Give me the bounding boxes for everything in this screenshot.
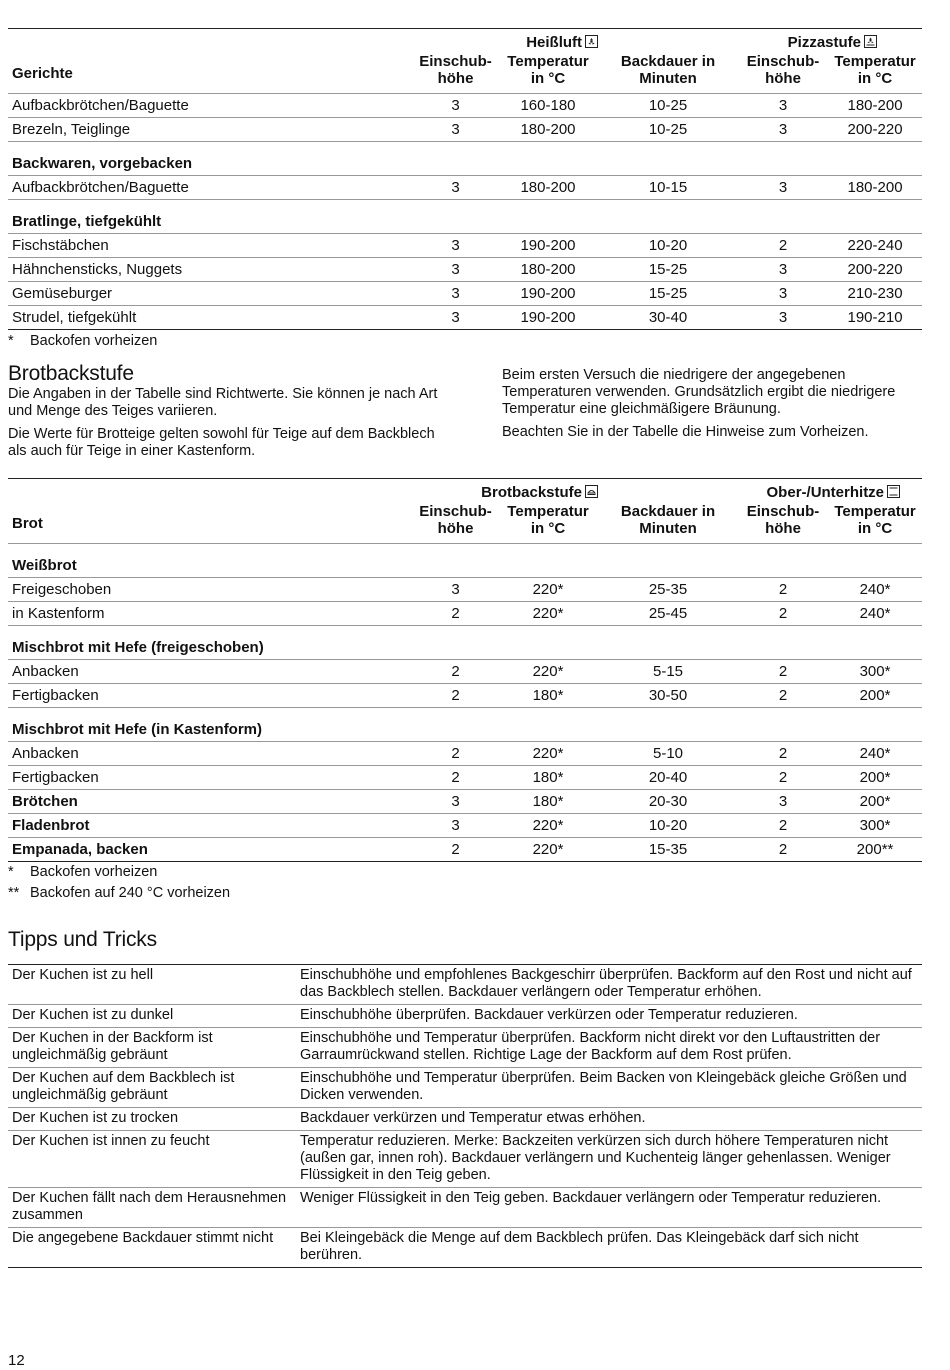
page bbox=[8, 28, 922, 1268]
table-cell: 210-230 bbox=[847, 285, 903, 302]
table-cell: 10-25 bbox=[648, 121, 688, 138]
table-cell: 2 bbox=[451, 663, 460, 680]
table-cell: 15-25 bbox=[648, 261, 688, 278]
group-brotbackstufe: Brotbackstufe bbox=[413, 479, 598, 504]
table-row bbox=[8, 790, 922, 814]
table-cell: 3 bbox=[451, 237, 460, 254]
bread-mode-icon bbox=[585, 485, 598, 498]
table-cell: 190-200 bbox=[520, 309, 576, 326]
table-cell: 220* bbox=[532, 663, 564, 680]
table-row bbox=[8, 766, 922, 790]
row-label: Aufbackbrötchen/Baguette bbox=[12, 179, 189, 196]
group-heissluft: Heißluft bbox=[413, 29, 598, 54]
row-label: Brezeln, Teiglinge bbox=[12, 121, 131, 138]
table-cell: 3 bbox=[778, 97, 788, 114]
table-cell: 180-200 bbox=[520, 121, 576, 138]
tip-problem: Der Kuchen ist zu trocken bbox=[8, 1108, 296, 1131]
footnote: ** Backofen auf 240 °C vorheizen bbox=[8, 885, 231, 901]
tip-solution: Temperatur reduzieren. Merke: Backzeiten verkürzen sich durch höhere Temperaturen nicht (außen gar, innen roh). Backdauer verlängern und Kuchenteig länger gehenlassen. Weniger Flüssigkeit in den Teig geben. bbox=[296, 1131, 922, 1188]
table-cell: 200* bbox=[859, 793, 891, 810]
table-cell: 3 bbox=[778, 121, 788, 138]
table-cell: 15-35 bbox=[648, 841, 688, 858]
table-cell: 15-25 bbox=[648, 285, 688, 302]
paragraph: Die Angaben in der Tabelle sind Richtwerte. Sie können je nach Art und Menge des Teiges variieren. bbox=[8, 386, 438, 419]
tip-problem: Der Kuchen fällt nach dem Herausnehmen zusammen bbox=[8, 1188, 296, 1228]
col-temp: Temperatur in °C bbox=[507, 53, 589, 87]
tip-row bbox=[8, 1005, 922, 1028]
table-cell: 25-45 bbox=[648, 605, 688, 622]
tip-solution: Einschubhöhe überprüfen. Backdauer verkürzen oder Temperatur reduzieren. bbox=[296, 1005, 922, 1028]
table-cell: 10-20 bbox=[648, 817, 688, 834]
row-label: Fladenbrot bbox=[12, 817, 90, 834]
paragraph: Beachten Sie in der Tabelle die Hinweise zum Vorheizen. bbox=[502, 424, 869, 440]
tip-problem: Der Kuchen auf dem Backblech ist ungleichmäßig gebräunt bbox=[8, 1068, 296, 1108]
col-time: Backdauer in Minuten bbox=[620, 503, 716, 537]
table-cell: 2 bbox=[451, 605, 460, 622]
table-cell: 2 bbox=[778, 687, 788, 704]
table-cell: 3 bbox=[451, 261, 460, 278]
tip-row bbox=[8, 1188, 922, 1228]
table-cell: 220-240 bbox=[847, 237, 903, 254]
table-cell: 30-50 bbox=[648, 687, 688, 704]
col-temp: Temperatur in °C bbox=[507, 503, 589, 537]
table-cell: 2 bbox=[451, 687, 460, 704]
table-brot bbox=[8, 478, 922, 862]
table-cell: 3 bbox=[778, 261, 788, 278]
table-cell: 300* bbox=[859, 817, 891, 834]
table-cell: 3 bbox=[451, 285, 460, 302]
table-cell: 3 bbox=[451, 793, 460, 810]
table-cell: 2 bbox=[778, 745, 788, 762]
table-row bbox=[8, 602, 922, 626]
table-cell: 3 bbox=[778, 179, 788, 196]
table-cell: 2 bbox=[778, 817, 788, 834]
row-label: Anbacken bbox=[12, 745, 79, 762]
table-cell: 3 bbox=[778, 793, 788, 810]
table-cell: 20-40 bbox=[648, 769, 688, 786]
table-cell: 180-200 bbox=[520, 261, 576, 278]
table-cell: 2 bbox=[778, 841, 788, 858]
table-row bbox=[8, 118, 922, 142]
col-dish: Gerichte bbox=[12, 64, 73, 82]
col-bread: Brot bbox=[12, 514, 43, 532]
table-cell: 2 bbox=[451, 841, 460, 858]
row-label: Aufbackbrötchen/Baguette bbox=[12, 97, 189, 114]
group-ober-unterhitze: Ober-/Unterhitze bbox=[738, 479, 922, 504]
footnote: * Backofen vorheizen bbox=[8, 333, 158, 349]
table-cell: 180* bbox=[532, 793, 564, 810]
table-cell: 3 bbox=[778, 285, 788, 302]
table-cell: 190-200 bbox=[520, 237, 576, 254]
table-cell: 2 bbox=[778, 237, 788, 254]
tip-row bbox=[8, 1028, 922, 1068]
tip-problem: Der Kuchen ist innen zu feucht bbox=[8, 1131, 296, 1188]
footnote: * Backofen vorheizen bbox=[8, 864, 158, 880]
table-row bbox=[8, 660, 922, 684]
table-cell: 200* bbox=[859, 687, 891, 704]
table-row bbox=[8, 176, 922, 200]
table-cell: 3 bbox=[451, 817, 460, 834]
tip-solution: Bei Kleingebäck die Menge auf dem Backblech prüfen. Das Kleingebäck darf sich nicht berühren. bbox=[300, 1230, 859, 1263]
tip-problem: Der Kuchen ist zu hell bbox=[8, 965, 296, 1005]
table-cell: 3 bbox=[451, 581, 460, 598]
row-label: Brötchen bbox=[12, 793, 78, 810]
table-row bbox=[8, 258, 922, 282]
table-cell: 3 bbox=[451, 121, 460, 138]
table-cell: 190-210 bbox=[847, 309, 903, 326]
table-cell: 200* bbox=[859, 769, 891, 786]
table-cell: 30-40 bbox=[648, 309, 688, 326]
tip-row bbox=[8, 1108, 922, 1131]
table-row bbox=[8, 282, 922, 306]
row-label: Freigeschoben bbox=[12, 581, 112, 598]
table-cell: 3 bbox=[451, 179, 460, 196]
table-cell: 220* bbox=[532, 841, 564, 858]
table-heissluft-pizza bbox=[8, 28, 922, 330]
table-cell: 190-200 bbox=[520, 285, 576, 302]
table-cell: 2 bbox=[778, 769, 788, 786]
section-row bbox=[8, 708, 922, 742]
row-label: Fertigbacken bbox=[12, 687, 99, 704]
row-label: in Kastenform bbox=[12, 605, 105, 622]
table-row bbox=[8, 94, 922, 118]
table-cell: 180* bbox=[532, 769, 564, 786]
pizza-mode-icon bbox=[864, 35, 877, 48]
table-cell: 240* bbox=[859, 605, 891, 622]
table-row bbox=[8, 684, 922, 708]
table-cell: 3 bbox=[451, 309, 460, 326]
col-level-2: Einschub-höhe bbox=[746, 503, 820, 537]
table-cell: 180-200 bbox=[520, 179, 576, 196]
table-row bbox=[8, 838, 922, 862]
row-label: Empanada, backen bbox=[12, 841, 148, 858]
tip-problem: Die angegebene Backdauer stimmt nicht bbox=[12, 1230, 274, 1246]
table-cell: 200-220 bbox=[847, 121, 903, 138]
table-cell: 5-10 bbox=[653, 745, 684, 762]
section-label: Mischbrot mit Hefe (freigeschoben) bbox=[12, 639, 264, 656]
col-temp-2: Temperatur in °C bbox=[834, 53, 916, 87]
section-row bbox=[8, 544, 922, 578]
table-cell: 180-200 bbox=[847, 97, 903, 114]
table-cell: 300* bbox=[859, 663, 891, 680]
table-row bbox=[8, 742, 922, 766]
table-cell: 10-20 bbox=[648, 237, 688, 254]
tip-solution: Einschubhöhe und Temperatur überprüfen. Beim Backen von Kleingebäck gleiche Größen und Dicken verwenden. bbox=[296, 1068, 922, 1108]
table-row bbox=[8, 578, 922, 602]
table-cell: 20-30 bbox=[648, 793, 688, 810]
row-label: Strudel, tiefgekühlt bbox=[12, 309, 137, 326]
table-cell: 2 bbox=[451, 745, 460, 762]
brot-intro bbox=[8, 362, 922, 466]
table-cell: 10-15 bbox=[648, 179, 688, 196]
table-cell: 2 bbox=[778, 663, 788, 680]
table-cell: 220* bbox=[532, 581, 564, 598]
table-cell: 220* bbox=[532, 745, 564, 762]
col-level-2: Einschub-höhe bbox=[746, 53, 820, 87]
table-cell: 2 bbox=[778, 605, 788, 622]
paragraph: Die Werte für Brotteige gelten sowohl für Teige auf dem Backblech als auch für Teige in einer Kastenform. bbox=[8, 426, 435, 459]
table-cell: 25-35 bbox=[648, 581, 688, 598]
section-label: Mischbrot mit Hefe (in Kastenform) bbox=[12, 721, 263, 738]
col-level: Einschub-höhe bbox=[419, 503, 492, 537]
table-row bbox=[8, 234, 922, 258]
table-cell: 200** bbox=[856, 841, 894, 858]
group-pizza: Pizzastufe bbox=[738, 29, 922, 54]
table-cell: 10-25 bbox=[648, 97, 688, 114]
col-level: Einschub-höhe bbox=[419, 53, 492, 87]
table-row bbox=[8, 306, 922, 330]
tips-table bbox=[8, 964, 922, 1268]
section-label: Bratlinge, tiefgekühlt bbox=[12, 213, 162, 230]
table-cell: 3 bbox=[778, 309, 788, 326]
paragraph: Beim ersten Versuch die niedrigere der angegebenen Temperaturen verwenden. Grundsätzlich ergibt die niedrigere Temperatur eine gleichmäßigere Bräunung. bbox=[502, 367, 896, 417]
row-label: Fischstäbchen bbox=[12, 237, 109, 254]
tip-problem: Der Kuchen ist zu dunkel bbox=[8, 1005, 296, 1028]
row-label: Hähnchensticks, Nuggets bbox=[12, 261, 183, 278]
table-cell: 200-220 bbox=[847, 261, 903, 278]
tip-row bbox=[8, 1131, 922, 1188]
section-title-tipps: Tipps und Tricks bbox=[8, 928, 157, 951]
table-row bbox=[8, 814, 922, 838]
row-label: Fertigbacken bbox=[12, 769, 99, 786]
tip-solution: Weniger Flüssigkeit in den Teig geben. Backdauer verlängern oder Temperatur reduzieren. bbox=[296, 1188, 922, 1228]
tip-solution: Einschubhöhe und empfohlenes Backgeschirr überprüfen. Backform auf den Rost und nicht auf das Backblech stellen. Backdauer verlängern oder Temperatur erhöhen. bbox=[296, 965, 922, 1005]
tip-problem: Der Kuchen in der Backform ist ungleichmäßig gebräunt bbox=[8, 1028, 296, 1068]
table-cell: 240* bbox=[859, 745, 891, 762]
section-row bbox=[8, 200, 922, 234]
table-cell: 2 bbox=[451, 769, 460, 786]
row-label: Anbacken bbox=[12, 663, 79, 680]
section-title-brotbackstufe: Brotbackstufe bbox=[8, 362, 134, 385]
tip-row bbox=[8, 1228, 922, 1268]
top-bottom-heat-icon bbox=[887, 485, 900, 498]
section-row bbox=[8, 142, 922, 176]
section-label: Backwaren, vorgebacken bbox=[12, 155, 193, 172]
section-row bbox=[8, 626, 922, 660]
table-cell: 180-200 bbox=[847, 179, 903, 196]
page-number: 12 bbox=[8, 1352, 25, 1369]
table-cell: 240* bbox=[859, 581, 891, 598]
tip-row bbox=[8, 965, 922, 1005]
table-cell: 220* bbox=[532, 605, 564, 622]
table-cell: 2 bbox=[778, 581, 788, 598]
col-temp-2: Temperatur in °C bbox=[834, 503, 916, 537]
table-cell: 220* bbox=[532, 817, 564, 834]
row-label: Gemüseburger bbox=[12, 285, 113, 302]
fan-icon bbox=[585, 35, 598, 48]
table-cell: 180* bbox=[532, 687, 564, 704]
col-time: Backdauer in Minuten bbox=[620, 53, 716, 87]
section-label: Weißbrot bbox=[12, 557, 77, 574]
tip-solution: Backdauer verkürzen und Temperatur etwas erhöhen. bbox=[296, 1108, 922, 1131]
tip-row bbox=[8, 1068, 922, 1108]
table-cell: 3 bbox=[451, 97, 460, 114]
table-cell: 5-15 bbox=[653, 663, 684, 680]
table-cell: 160-180 bbox=[520, 97, 576, 114]
tip-solution: Einschubhöhe und Temperatur überprüfen. Backform nicht direkt vor den Luftaustritten der Garraumrückwand stellen. Richtige Lage der Backform auf dem Rost prüfen. bbox=[296, 1028, 922, 1068]
